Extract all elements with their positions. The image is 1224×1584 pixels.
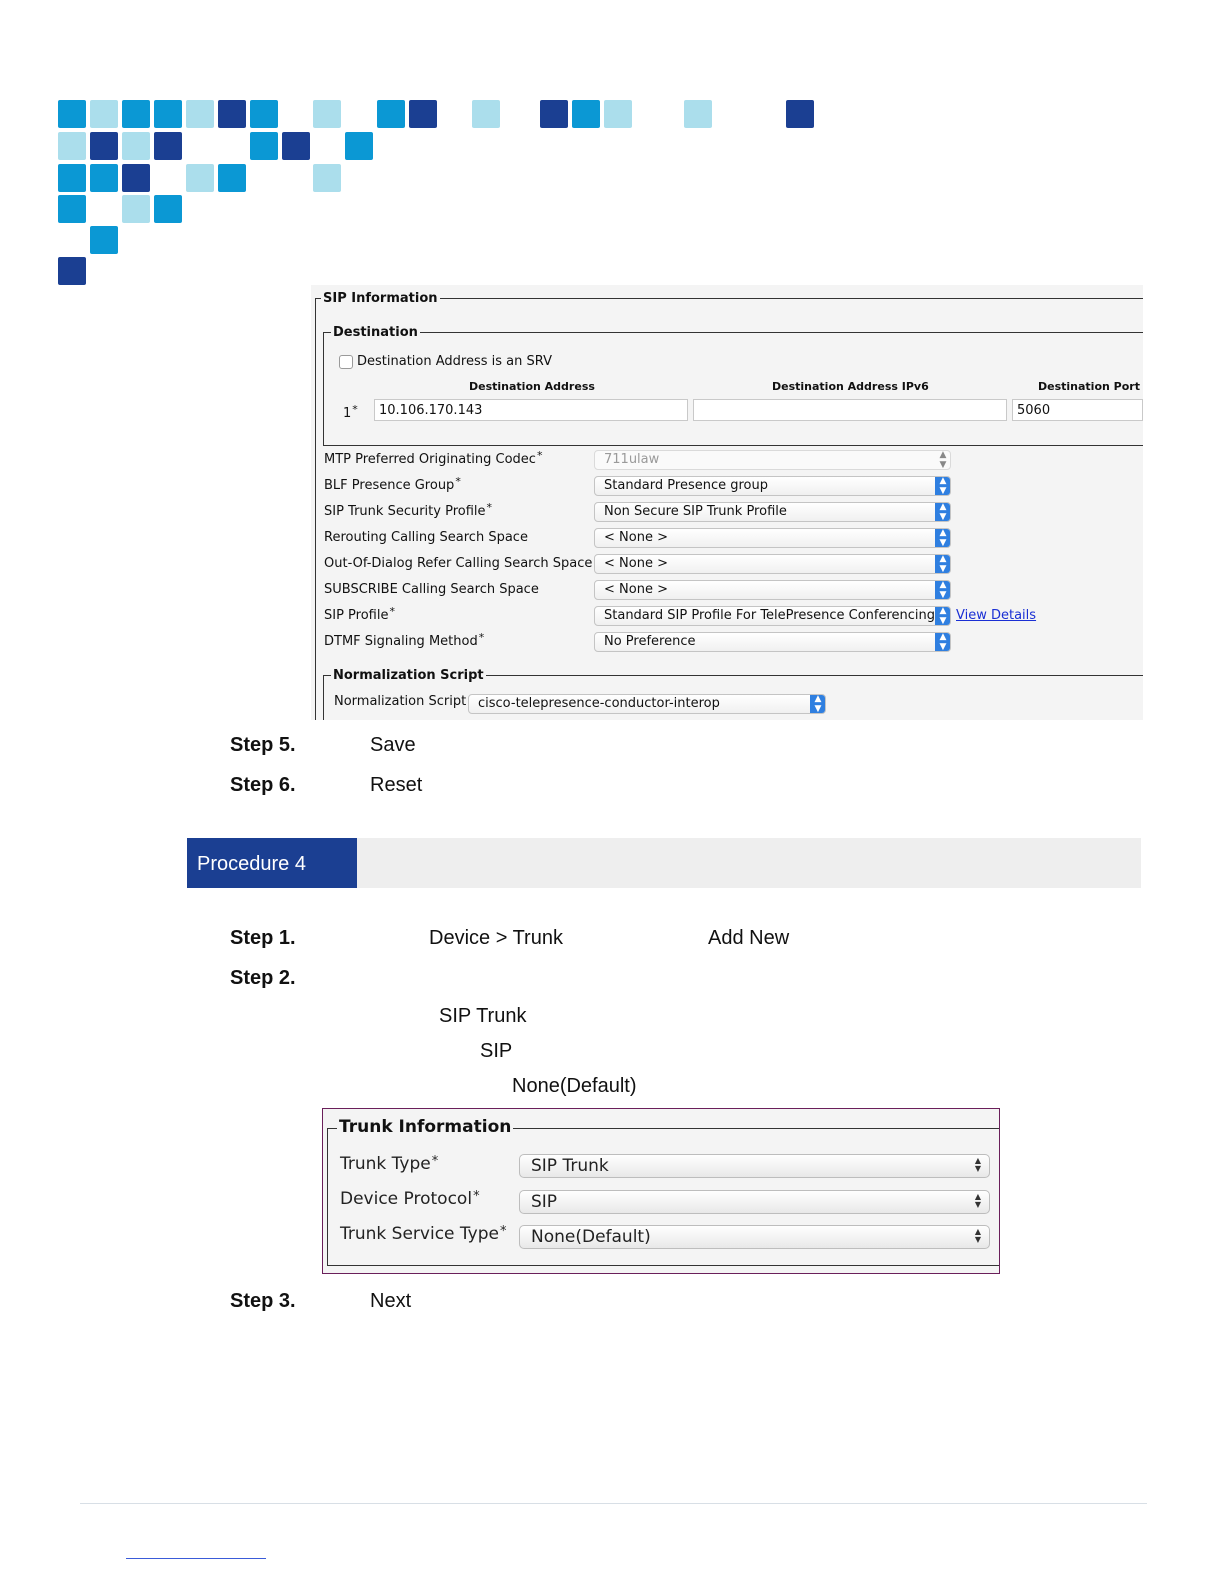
trunk-security-label-text: SIP Trunk Security Profile — [324, 504, 486, 519]
required-mark: * — [478, 631, 485, 644]
srv-checkbox-label: Destination Address is an SRV — [357, 354, 552, 369]
destination-ipv6-input[interactable] — [693, 399, 1007, 421]
rerouting-css-label — [324, 527, 529, 545]
step-2-service-type: None(Default) — [512, 1075, 637, 1097]
procedure-header-bar — [187, 838, 1141, 888]
sip-profile-select[interactable] — [594, 606, 951, 626]
step-6-text: Reset — [370, 774, 423, 796]
tile — [186, 164, 214, 192]
out-of-dialog-css-label — [324, 553, 593, 571]
normalization-legend: Normalization Script — [333, 668, 484, 683]
tile — [90, 164, 118, 192]
device-protocol-label — [340, 1189, 480, 1209]
updown-arrows-icon: ▲ ▼ — [974, 1227, 981, 1244]
device-protocol-select[interactable] — [519, 1190, 990, 1214]
dtmf-method-label-text: DTMF Signaling Method — [324, 634, 478, 649]
trunk-security-value: Non Secure SIP Trunk Profile — [604, 504, 787, 519]
trunk-type-value: SIP Trunk — [531, 1156, 609, 1176]
device-protocol-label-text: Device Protocol — [340, 1189, 473, 1209]
blf-presence-value: Standard Presence group — [604, 478, 768, 493]
step-1-label: Step 1. — [230, 927, 296, 949]
trunk-service-type-label — [340, 1224, 506, 1244]
sip-profile-value: Standard SIP Profile For TelePresence Conferencing — [604, 608, 936, 623]
destination-address-input[interactable] — [374, 399, 688, 421]
tile — [218, 164, 246, 192]
chevron-updown-icon: ▲ ▼ — [935, 502, 951, 522]
procedure-label: Procedure 4 — [187, 838, 357, 888]
required-mark: * — [352, 403, 358, 416]
chevron-updown-icon: ▲ ▼ — [935, 632, 951, 652]
blf-presence-label-text: BLF Presence Group — [324, 478, 455, 493]
destination-port-header: Destination Port — [1038, 380, 1140, 393]
chevron-updown-icon: ▲ ▼ — [935, 476, 951, 496]
destination-ipv6-header: Destination Address IPv6 — [772, 380, 929, 393]
tile — [540, 100, 568, 128]
tile — [250, 100, 278, 128]
tile — [377, 100, 405, 128]
required-mark: * — [486, 501, 493, 514]
blf-presence-label — [324, 475, 461, 493]
tile — [154, 132, 182, 160]
trunk-security-label — [324, 501, 492, 519]
out-of-dialog-css-select[interactable] — [594, 554, 951, 574]
step-6-label: Step 6. — [230, 774, 296, 796]
chevron-updown-icon: ▲ ▼ — [935, 528, 951, 548]
chevron-updown-icon: ▲ ▼ — [939, 450, 947, 470]
tile — [345, 132, 373, 160]
step-3-label: Step 3. — [230, 1290, 296, 1312]
trunk-service-type-label-text: Trunk Service Type — [340, 1224, 499, 1244]
sip-information-panel — [311, 285, 1143, 720]
subscribe-css-value: < None > — [604, 582, 668, 597]
tile — [122, 100, 150, 128]
trunk-service-type-value: None(Default) — [531, 1227, 651, 1247]
device-protocol-value: SIP — [531, 1192, 558, 1212]
subscribe-css-select[interactable] — [594, 580, 951, 600]
trunk-service-type-select[interactable] — [519, 1225, 990, 1249]
required-mark: * — [455, 475, 461, 488]
normalization-script-value: cisco-telepresence-conductor-interop — [478, 696, 720, 711]
footer-link-underline — [126, 1558, 266, 1559]
out-of-dialog-css-value: < None > — [604, 556, 668, 571]
footer-divider — [80, 1503, 1147, 1504]
step-1-action: Add New — [708, 927, 790, 949]
fieldset-border — [327, 1128, 328, 1265]
step-2-label: Step 2. — [230, 967, 296, 989]
sip-information-legend: SIP Information — [323, 291, 438, 306]
destination-legend: Destination — [333, 325, 418, 340]
sip-profile-label-text: SIP Profile — [324, 608, 389, 623]
row-index — [343, 403, 358, 421]
tile — [58, 100, 86, 128]
tile — [90, 100, 118, 128]
tile — [250, 132, 278, 160]
tile — [58, 195, 86, 223]
tile — [313, 100, 341, 128]
blf-presence-select[interactable] — [594, 476, 951, 496]
normalization-script-label: Normalization Script — [334, 694, 467, 709]
fieldset-border — [327, 1265, 999, 1266]
required-mark: * — [536, 449, 543, 462]
rerouting-css-label-text: Rerouting Calling Search Space — [324, 530, 528, 545]
out-of-dialog-css-label-text: Out-Of-Dialog Refer Calling Search Space — [324, 556, 593, 571]
subscribe-css-label — [324, 579, 540, 597]
trunk-type-label — [340, 1154, 438, 1174]
tile — [154, 195, 182, 223]
dtmf-method-label — [324, 631, 484, 649]
mtp-codec-label-text: MTP Preferred Originating Codec — [324, 452, 536, 467]
step-3-text: Next — [370, 1290, 412, 1312]
chevron-updown-icon: ▲ ▼ — [810, 694, 826, 714]
tile — [58, 132, 86, 160]
step-5-text: Save — [370, 734, 416, 756]
tile — [186, 100, 214, 128]
tile — [282, 132, 310, 160]
tile — [313, 164, 341, 192]
tile — [90, 132, 118, 160]
tile — [122, 195, 150, 223]
tile — [90, 226, 118, 254]
updown-arrows-icon: ▲ ▼ — [974, 1192, 981, 1209]
required-mark: * — [431, 1154, 439, 1169]
normalization-script-select[interactable] — [468, 694, 826, 714]
row-index-number: 1 — [343, 406, 352, 421]
sip-profile-label — [324, 605, 395, 623]
step-2-protocol: SIP — [480, 1040, 513, 1062]
mtp-codec-value: 711ulaw — [604, 452, 660, 467]
rerouting-css-select[interactable] — [594, 528, 951, 548]
rerouting-css-value: < None > — [604, 530, 668, 545]
tile — [409, 100, 437, 128]
destination-port-input[interactable] — [1012, 399, 1143, 421]
fieldset-border — [323, 445, 1143, 446]
tile — [684, 100, 712, 128]
view-details-link[interactable]: View Details — [956, 608, 1037, 623]
fieldset-border — [323, 332, 1143, 333]
tile — [58, 164, 86, 192]
tile — [218, 100, 246, 128]
trunk-type-label-text: Trunk Type — [340, 1154, 431, 1174]
step-2-trunk-type: SIP Trunk — [439, 1005, 527, 1027]
tile — [122, 164, 150, 192]
dtmf-method-value: No Preference — [604, 634, 696, 649]
chevron-updown-icon: ▲ ▼ — [935, 606, 951, 626]
tile — [472, 100, 500, 128]
trunk-information-panel — [322, 1108, 1000, 1274]
step-1-path: Device > Trunk — [429, 927, 563, 949]
destination-address-header: Destination Address — [469, 380, 595, 393]
mtp-codec-label — [324, 449, 542, 467]
updown-arrows-icon: ▲ ▼ — [974, 1156, 981, 1173]
fieldset-border — [323, 332, 324, 445]
chevron-updown-icon: ▲ ▼ — [935, 554, 951, 574]
trunk-information-legend: Trunk Information — [339, 1117, 512, 1137]
required-mark: * — [499, 1224, 507, 1239]
trunk-security-select[interactable] — [594, 502, 951, 522]
tile — [154, 100, 182, 128]
chevron-updown-icon: ▲ ▼ — [935, 580, 951, 600]
fieldset-border — [323, 675, 324, 720]
tile — [786, 100, 814, 128]
required-mark: * — [389, 605, 395, 618]
required-mark: * — [473, 1189, 480, 1204]
subscribe-css-label-text: SUBSCRIBE Calling Search Space — [324, 582, 539, 597]
fieldset-border — [315, 298, 316, 720]
tile — [572, 100, 600, 128]
mtp-codec-select — [594, 450, 951, 470]
trunk-type-select[interactable] — [519, 1154, 990, 1178]
tile — [122, 132, 150, 160]
step-5-label: Step 5. — [230, 734, 296, 756]
tile — [604, 100, 632, 128]
dtmf-method-select[interactable] — [594, 632, 951, 652]
tile — [58, 257, 86, 285]
srv-checkbox[interactable] — [339, 355, 353, 369]
